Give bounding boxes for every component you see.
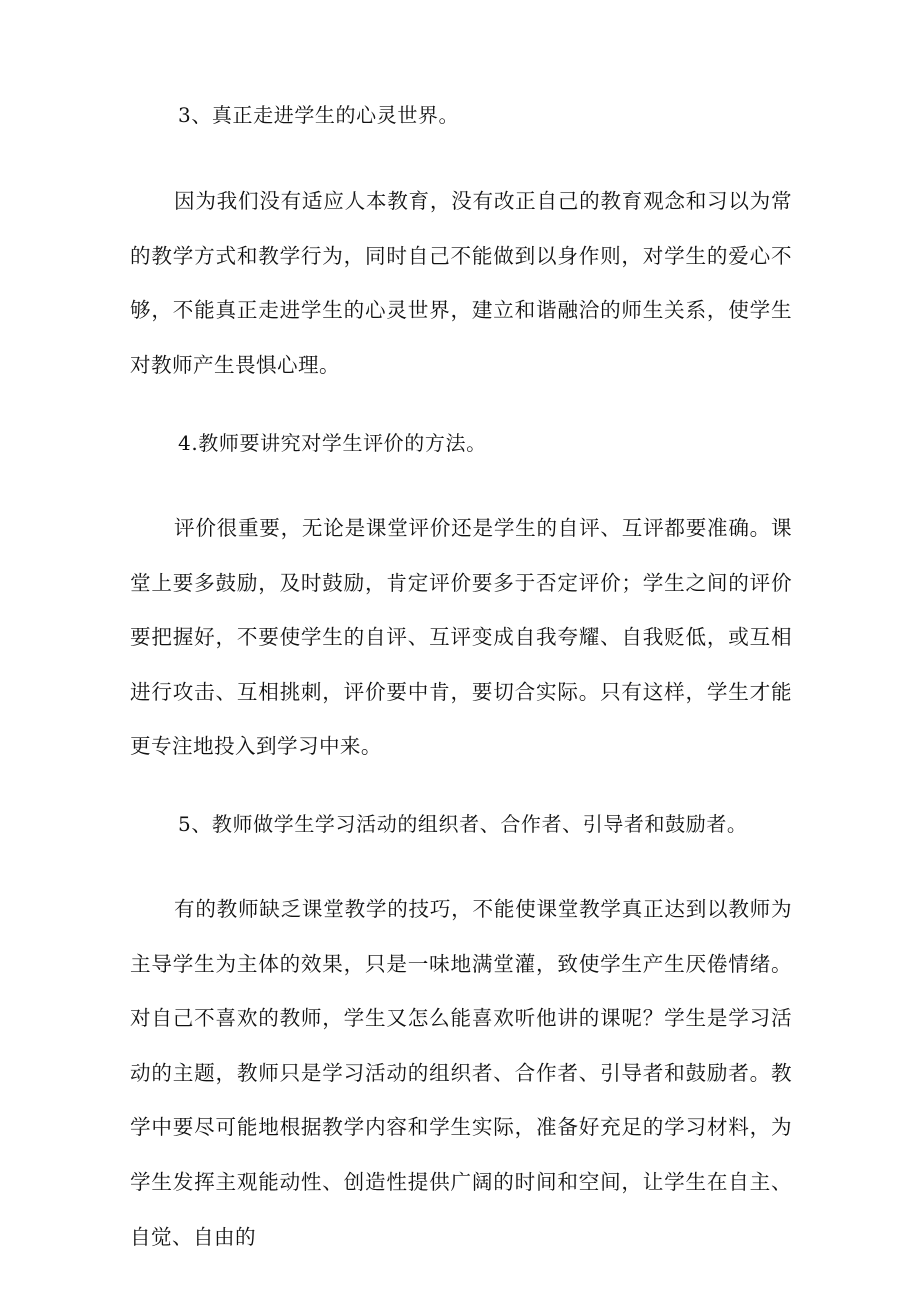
section-3-paragraph: 因为我们没有适应人本教育，没有改正自己的教育观念和习以为常的教学方式和教学行为，同时自己不能做到以身作则，对学生的爱心不够，不能真正走进学生的心灵世界，建立和谐融洽的师生关系，使学生对教师产生畏惧心理。 xyxy=(130,189,792,377)
section-4-paragraph: 评价很重要，无论是课堂评价还是学生的自评、互评都要准确。课堂上要多鼓励，及时鼓励，肯定评价要多于否定评价；学生之间的评价要把握好，不要使学生的自评、互评变成自我夸耀、自我贬低，或互相进行攻击、互相挑刺，评价要中肯，要切合实际。只有这样，学生才能更专注地投入到学习中来。 xyxy=(130,516,792,759)
section-5-paragraph: 有的教师缺乏课堂教学的技巧，不能使课堂教学真正达到以教师为主导学生为主体的效果，只是一味地满堂灌，致使学生产生厌倦情绪。对自己不喜欢的教师，学生又怎么能喜欢听他讲的课呢？学生是学习活动的主题，教师只是学习活动的组织者、合作者、引导者和鼓励者。教学中要尽可能地根据教学内容和学生实际，准备好充足的学习材料，为学生发挥主观能动性、创造性提供广阔的时间和空间，让学生在自主、自觉、自由的 xyxy=(130,897,792,1249)
section-3-heading: 3、真正走进学生的心灵世界。 xyxy=(178,103,460,127)
section-5-heading: 5、教师做学生学习活动的组织者、合作者、引导者和鼓励者。 xyxy=(178,812,748,836)
section-4-heading: 4.教师要讲究对学生评价的方法。 xyxy=(178,431,487,455)
